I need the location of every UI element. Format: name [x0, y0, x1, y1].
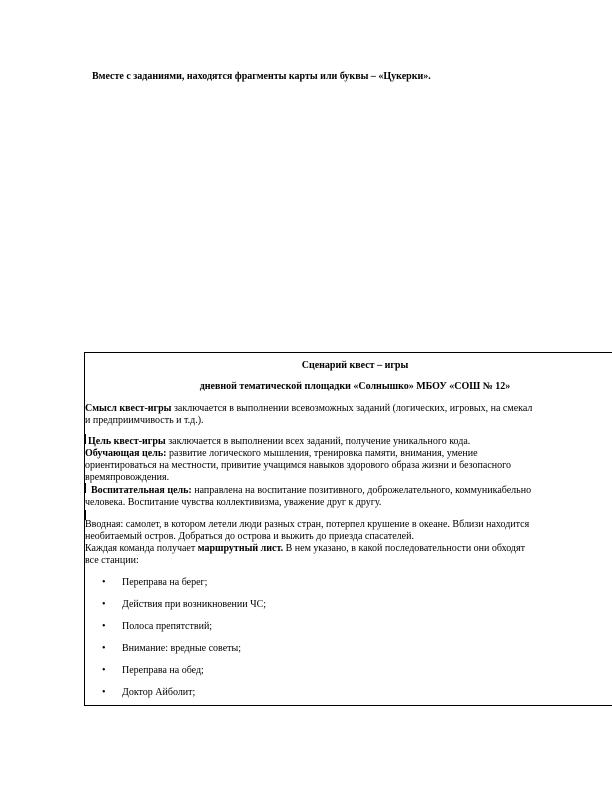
- meaning-label: Смысл квест-игры: [85, 403, 172, 414]
- route-pre: Каждая команда получает: [85, 543, 198, 554]
- scenario-title: Сценарий квест – игры: [301, 360, 409, 371]
- route-label: маршрутный лист.: [197, 543, 284, 554]
- upbring-line-1: [91, 485, 531, 497]
- station-label: Доктор Айболит;: [122, 687, 196, 698]
- route-line-1: [85, 543, 525, 555]
- route-line-2: все станции:: [85, 555, 139, 566]
- route-post: В нем указано, в какой последовательности они обходят: [283, 543, 525, 554]
- goal-label: Цель квест-игры: [88, 436, 166, 447]
- bullet-icon: •: [102, 643, 106, 654]
- list-item: [102, 621, 212, 633]
- goal-line: [88, 436, 470, 448]
- scenario-box: [84, 352, 612, 706]
- edu-line-2: ориентироваться на местности, привитие учащимся навыков здорового образа жизни и безопасного: [85, 460, 511, 471]
- meaning-text: заключается в выполнении всевозможных заданий (логических, игровых, на смекал: [171, 403, 533, 414]
- station-label: Действия при возникновении ЧС;: [122, 599, 267, 610]
- edu-line-3: времяпровождения.: [85, 472, 170, 483]
- edu-text: развитие логического мышления, тренировка памяти, внимания, умение: [166, 448, 478, 459]
- bullet-icon: •: [102, 577, 106, 588]
- meaning-line-1: [85, 403, 532, 415]
- list-item: [102, 643, 241, 655]
- intro-scenario-line-2: необитаемый остров. Добраться до острова и выжить до приезда спасателей.: [85, 531, 414, 542]
- list-item: [102, 687, 195, 699]
- upbring-label: Воспитательная цель:: [91, 485, 192, 496]
- list-item: [102, 599, 266, 611]
- edu-line-1: [85, 448, 478, 460]
- bullet-icon: •: [102, 665, 106, 676]
- bullet-icon: •: [102, 621, 106, 632]
- text-cursor-mark: [85, 434, 86, 444]
- list-item: [102, 577, 207, 589]
- upbring-text: направлена на воспитание позитивного, доброжелательного, коммуникабельно: [191, 485, 532, 496]
- goal-text: заключается в выполнении всех заданий, получение уникального кода.: [165, 436, 471, 447]
- station-label: Полоса препятствий;: [122, 621, 213, 632]
- bullet-icon: •: [102, 687, 106, 698]
- station-label: Переправа на обед;: [122, 665, 204, 676]
- list-item: [102, 665, 204, 677]
- text-cursor-mark: [85, 483, 86, 493]
- meaning-line-2: и предприимчивость и т.д.).: [85, 415, 204, 426]
- station-label: Внимание: вредные советы;: [122, 643, 242, 654]
- edu-label: Обучающая цель:: [85, 448, 167, 459]
- scenario-subtitle: дневной тематической площадки «Солнышко» МБОУ «СОШ № 12»: [199, 381, 511, 392]
- intro-paragraph: Вместе с заданиями, находятся фрагменты карты или буквы – «Цукерки».: [92, 71, 431, 82]
- intro-scenario-line-1: Вводная: самолет, в котором летели люди разных стран, потерпел крушение в океане. Вблизи находится: [85, 519, 530, 530]
- bullet-icon: •: [102, 599, 106, 610]
- upbring-line-2: человека. Воспитание чувства коллективизма, уважение друг к другу.: [85, 497, 382, 508]
- station-label: Переправа на берег;: [122, 577, 208, 588]
